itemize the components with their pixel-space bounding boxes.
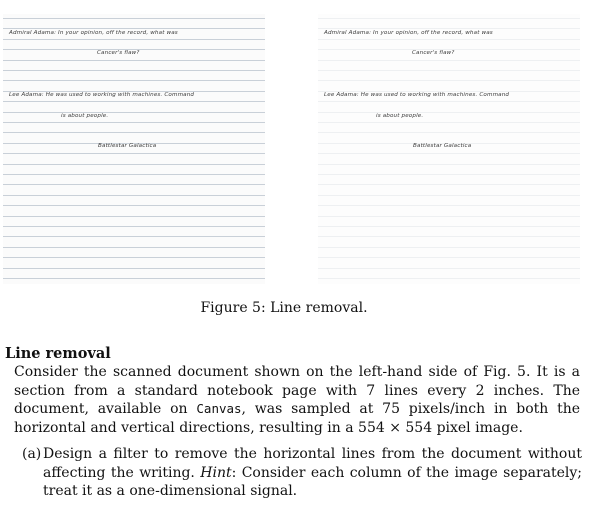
notebook-rule (318, 174, 580, 175)
subquestion-text-1: Design a filter to remove the horizontal lines from the document without affecting the writing. (43, 446, 582, 481)
notebook-rule (3, 153, 265, 154)
paragraph-text-1: Consider the scanned document shown on the left-hand side of Fig. 5. It is a section from a standard notebook page with 7 lines every 2 inches. The document, available on (14, 364, 580, 417)
notebook-rule (318, 101, 580, 102)
notebook-rule (318, 205, 580, 206)
notebook-rule (318, 28, 580, 29)
notebook-rule (3, 268, 265, 269)
notebook-rule (3, 39, 265, 40)
notebook-rule (3, 226, 265, 227)
notebook-rule (318, 226, 580, 227)
notebook-rule (318, 122, 580, 123)
notebook-rule (3, 164, 265, 165)
handwriting-line-3: Battlestar Galactica (98, 143, 157, 149)
handwriting-line-3: Battlestar Galactica (413, 143, 472, 149)
subquestion-a (22, 445, 582, 501)
handwriting-line-2: Lee Adama: He was used to working with machines. Command (9, 92, 195, 98)
notebook-rule (3, 28, 265, 29)
notebook-rule (3, 236, 265, 237)
section-title: Line removal (5, 345, 111, 362)
notebook-rule (3, 122, 265, 123)
notebook-rule (318, 268, 580, 269)
handwriting-line-2: Lee Adama: He was used to working with machines. Command (324, 92, 510, 98)
notebook-rule (318, 70, 580, 71)
handwriting-line-1: Admiral Adama: In your opinion, off the record, what was (9, 30, 178, 36)
notebook-rule (318, 39, 580, 40)
notebook-rule (3, 184, 265, 185)
figure-caption: Figure 5: Line removal. (200, 300, 368, 316)
notebook-rule (318, 216, 580, 217)
notebook-rule (3, 70, 265, 71)
notebook-rule (318, 195, 580, 196)
notebook-rule (318, 247, 580, 248)
problem-paragraph (14, 363, 580, 437)
notebook-rule (3, 132, 265, 133)
notebook-rule (318, 153, 580, 154)
handwriting-line-2b: is about people. (376, 113, 424, 119)
hint-label: Hint (200, 464, 232, 481)
notebook-rule (318, 132, 580, 133)
canvas-code: Canvas (196, 401, 242, 416)
notebook-rule (3, 247, 265, 248)
notebook-rule (318, 112, 580, 113)
notebook-rule (3, 18, 265, 19)
handwriting-line-1b: Cancer's flaw? (412, 50, 455, 56)
notebook-rule (318, 164, 580, 165)
subquestion-text (43, 445, 582, 501)
notebook-rule (3, 174, 265, 175)
notebook-rule (318, 80, 580, 81)
notebook-rule (318, 236, 580, 237)
notebook-rule (318, 257, 580, 258)
notebook-rule (3, 80, 265, 81)
notebook-rule (318, 18, 580, 19)
original-scan-image (3, 14, 265, 284)
paragraph-text-2: , was sampled at 75 pixels/inch in both the horizontal and vertical directions, resulting in a 554 × 554 pixel image. (14, 401, 581, 436)
notebook-rule (3, 112, 265, 113)
notebook-rule (3, 195, 265, 196)
subquestion-text-2: : Consider each column of the image separately; treat it as a one-dimensional signal. (43, 464, 583, 499)
notebook-rule (3, 205, 265, 206)
filtered-scan-image (318, 14, 580, 284)
notebook-rule (318, 184, 580, 185)
notebook-rule (318, 278, 580, 279)
notebook-rule (3, 257, 265, 258)
notebook-rule (3, 60, 265, 61)
subquestion-label: (a) (22, 446, 42, 462)
handwriting-line-1b: Cancer's flaw? (97, 50, 140, 56)
handwriting-line-1: Admiral Adama: In your opinion, off the record, what was (324, 30, 493, 36)
handwriting-line-2b: is about people. (61, 113, 109, 119)
notebook-rule (3, 101, 265, 102)
notebook-rule (3, 216, 265, 217)
notebook-rule (318, 60, 580, 61)
notebook-rule (3, 278, 265, 279)
